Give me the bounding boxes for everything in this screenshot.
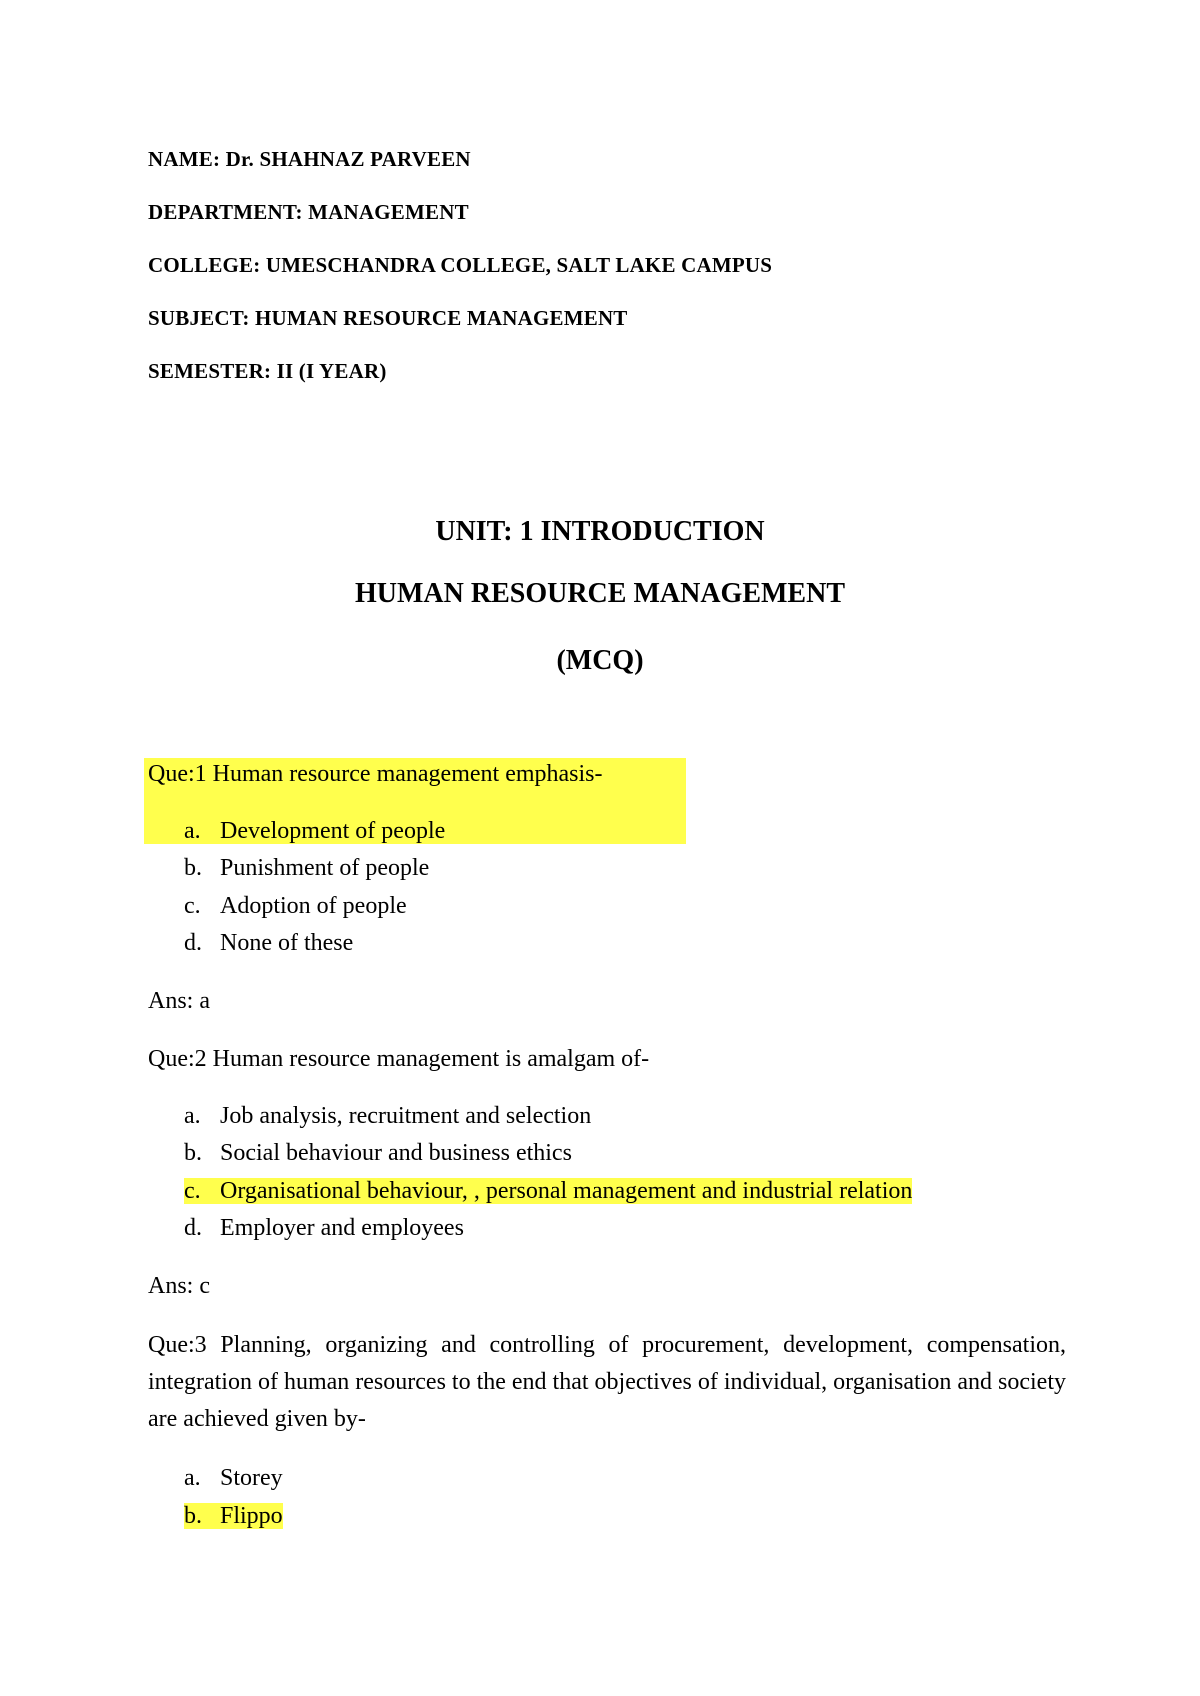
department: DEPARTMENT: MANAGEMENT <box>148 200 469 224</box>
question-1: Que:1 Human resource management emphasis- <box>148 761 603 787</box>
option-letter: d. <box>184 930 202 956</box>
option-letter: a. <box>184 1465 201 1491</box>
answer-highlight <box>184 1503 283 1529</box>
question-3: Que:3 Planning, organizing and controlling of procurement, development, compensation, integration of human resources to the end that objectives of individual, organisation and society are achieved given by- <box>148 1332 1066 1432</box>
option-text: Storey <box>220 1465 283 1491</box>
q1-option-a <box>184 818 445 845</box>
option-letter: b. <box>184 1503 202 1529</box>
q1-option-b <box>184 855 429 882</box>
option-letter: a. <box>184 1103 201 1129</box>
q2-option-a <box>184 1103 591 1130</box>
option-letter: c. <box>184 893 201 919</box>
q3-option-a <box>184 1465 283 1492</box>
mcq-title: (MCQ) <box>556 645 644 676</box>
option-text: Adoption of people <box>220 893 407 919</box>
q3-option-b <box>184 1503 283 1530</box>
option-text: Development of people <box>220 818 446 844</box>
option-text: Job analysis, recruitment and selection <box>220 1103 592 1129</box>
q2-answer: Ans: c <box>148 1273 210 1299</box>
option-letter: a. <box>184 818 201 844</box>
q2-option-b <box>184 1140 572 1167</box>
q1-answer: Ans: a <box>148 988 210 1014</box>
author-name: NAME: Dr. SHAHNAZ PARVEEN <box>148 147 471 171</box>
semester: SEMESTER: II (I YEAR) <box>148 359 387 383</box>
subject: SUBJECT: HUMAN RESOURCE MANAGEMENT <box>148 306 628 330</box>
option-text: Punishment of people <box>220 855 430 881</box>
q1-option-d <box>184 930 353 957</box>
option-text: Organisational behaviour, , personal management and industrial relation <box>220 1178 913 1204</box>
answer-highlight <box>184 1178 912 1204</box>
college: COLLEGE: UMESCHANDRA COLLEGE, SALT LAKE CAMPUS <box>148 253 773 277</box>
q1-option-c <box>184 893 407 920</box>
option-text: Flippo <box>220 1503 283 1529</box>
option-letter: d. <box>184 1215 202 1241</box>
option-letter: c. <box>184 1178 201 1204</box>
subject-title: HUMAN RESOURCE MANAGEMENT <box>355 578 845 609</box>
unit-title: UNIT: 1 INTRODUCTION <box>435 516 765 547</box>
option-letter: b. <box>184 855 202 881</box>
question-2: Que:2 Human resource management is amalgam of- <box>148 1046 650 1072</box>
q2-option-d <box>184 1215 464 1242</box>
option-letter: b. <box>184 1140 202 1166</box>
option-text: Social behaviour and business ethics <box>220 1140 572 1166</box>
option-text: Employer and employees <box>220 1215 464 1241</box>
option-text: None of these <box>220 930 354 956</box>
q2-option-c <box>184 1178 912 1205</box>
